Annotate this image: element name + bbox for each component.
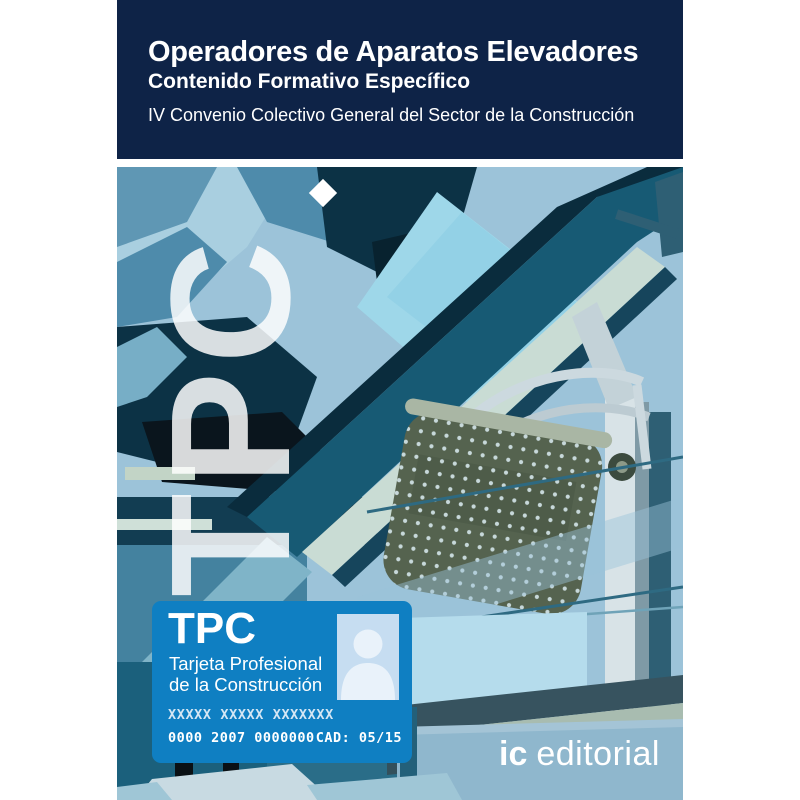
- publisher-logo-editorial: editorial: [536, 735, 660, 773]
- card-number: 0000 2007 0000000: [168, 730, 315, 746]
- person-silhouette-icon: [337, 614, 399, 700]
- cover-edition-line: IV Convenio Colectivo General del Sector de la Construcción: [148, 105, 635, 126]
- card-name: [169, 653, 322, 696]
- cover-header: [117, 0, 683, 159]
- cover-subtitle: Contenido Formativo Específico: [148, 70, 471, 94]
- publisher-logo-ic: ic: [499, 735, 528, 773]
- card-acronym: TPC: [168, 604, 256, 653]
- card-number-row: [168, 730, 402, 746]
- card-name-line1: Tarjeta Profesional: [169, 653, 323, 674]
- card-expiry: CAD: 05/15: [315, 730, 402, 746]
- cover-artwork: [117, 167, 683, 800]
- card-holder-placeholder: XXXXX XXXXX XXXXXXX: [168, 707, 334, 723]
- cover-title: Operadores de Aparatos Elevadores: [148, 36, 639, 68]
- tpc-card: [152, 601, 412, 763]
- card-name-line2: de la Construcción: [169, 674, 323, 696]
- tpc-watermark: TPC: [136, 233, 326, 597]
- publisher-logo: [499, 735, 660, 774]
- card-photo-placeholder: [337, 614, 399, 700]
